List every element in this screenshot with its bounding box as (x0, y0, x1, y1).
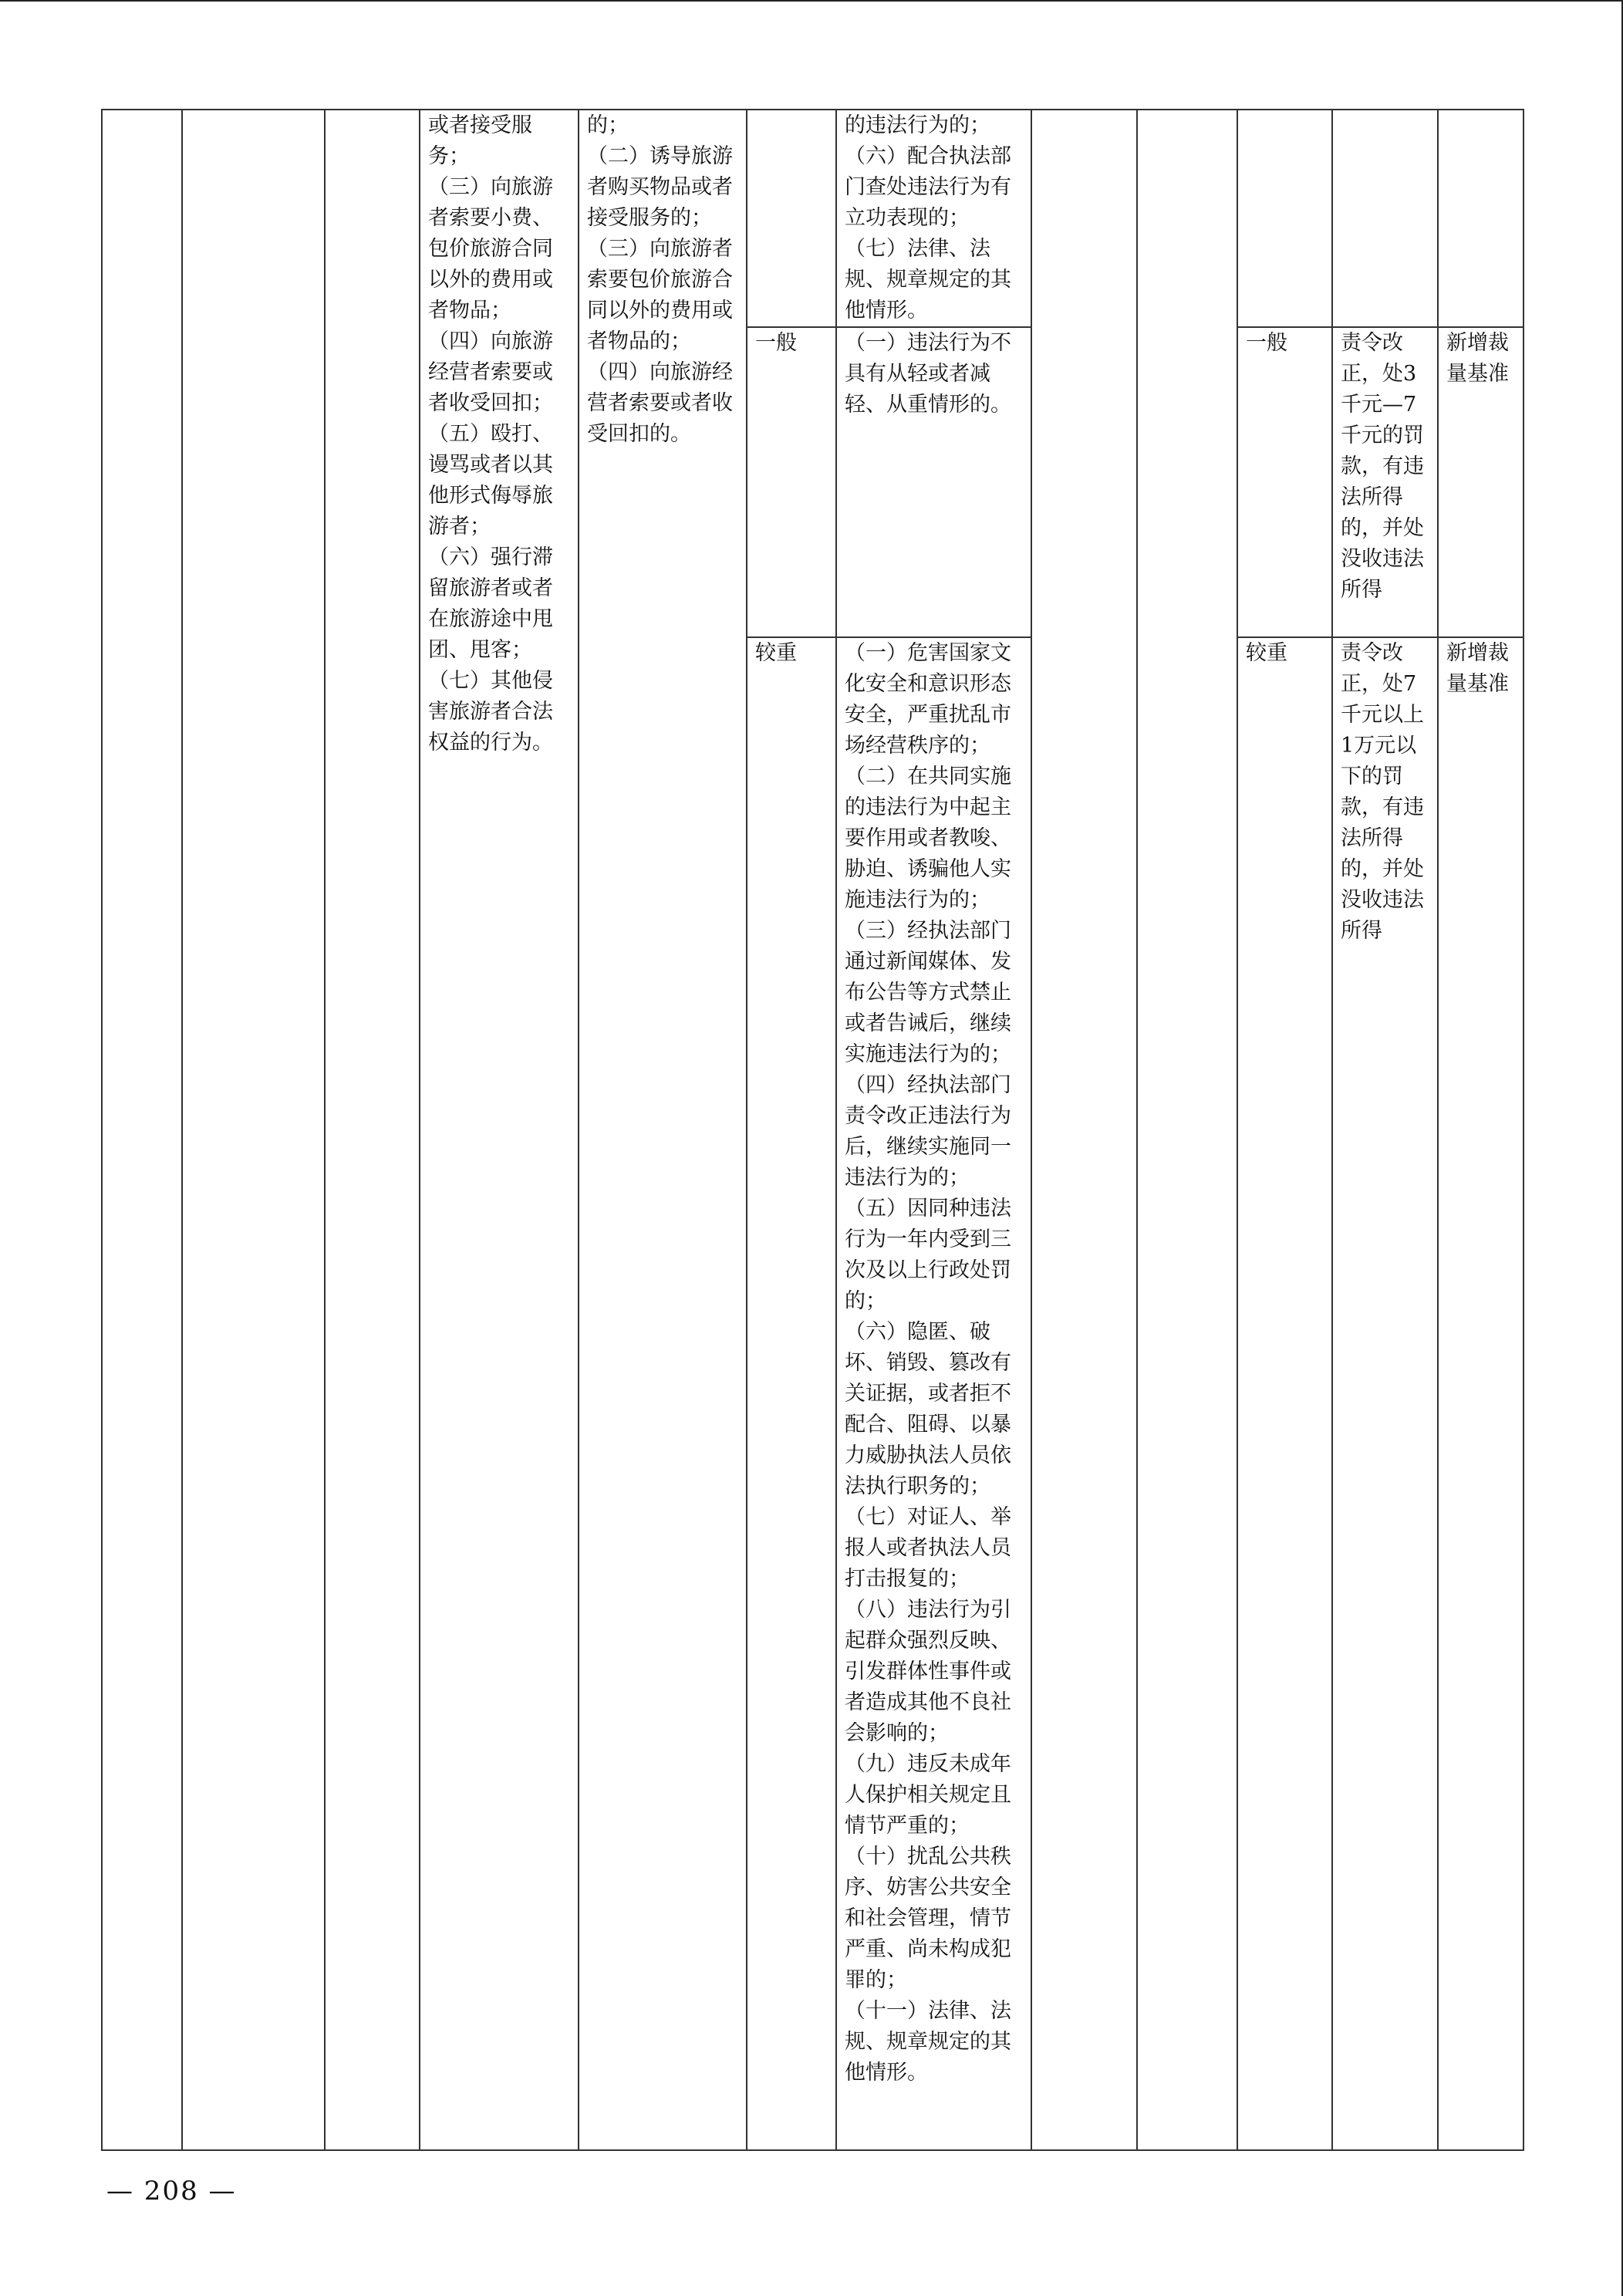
table-cell-col2 (182, 110, 325, 2150)
penalty-cell-general: 责令改正，处3千元—7千元的罚款，有违法所得的，并处没收违法所得 (1332, 327, 1438, 637)
level-cell-mitigated-2 (1237, 110, 1332, 327)
page-top-edge (0, 0, 1623, 2)
table-cell-col8 (1031, 110, 1137, 2150)
penalty-cell-mitigated (1332, 110, 1438, 327)
penalty-cell-serious: 责令改正，处7千元以上1万元以下的罚款，有违法所得的，并处没收违法所得 (1332, 637, 1438, 2150)
table-cell-col9 (1137, 110, 1237, 2150)
level-cell-mitigated (747, 110, 836, 327)
table-cell-col1 (102, 110, 182, 2150)
note-cell-serious: 新增裁量基准 (1438, 637, 1523, 2150)
violation-conduct-cell: 的； （二）诱导旅游者购买物品或者接受服务的； （三）向旅游者索要包价旅游合同以外的费用或者物品的； （四）向旅游经营者索要或者收受回扣的。 (579, 110, 747, 2150)
level-cell-serious-2: 较重 (1237, 637, 1332, 2150)
circumstances-cell-serious: （一）危害国家文化安全和意识形态安全，严重扰乱市场经营秩序的； （二）在共同实施的违法行为中起主要作用或者教唆、胁迫、诱骗他人实施违法行为的； （三）经执法部门通过新闻媒体、发布公告等方式禁止或者告诫后，继续实施违法行为的； （四）经执法部门责令改正违法行为后，继续实施同一违法行为的； （五）因同种违法行为一年内受到三次及以上行政处罚的； （六）隐匿、破坏、销毁、篡改有关证据，或者拒不配合、阻碍、以暴力威胁执法人员依法执行职务的； （七）对证人、举报人或者执法人员打击报复的； （八）违法行为引起群众强烈反映、引发群体性事件或者造成其他不良社会影响的； （九）违反未成年人保护相关规定且情节严重的； （十）扰乱公共秩序、妨害公共安全和社会管理，情节严重、尚未构成犯罪的； （十一）法律、法规、规章规定的其他情形。 (836, 637, 1031, 2150)
circumstances-cell-mitigated: 的违法行为的； （六）配合执法部门查处违法行为有立功表现的； （七）法律、法规、规章规定的其他情形。 (836, 110, 1031, 327)
note-cell-general: 新增裁量基准 (1438, 327, 1523, 637)
table-row (102, 110, 1523, 327)
note-cell-mitigated (1438, 110, 1523, 327)
discretion-standard-table (101, 109, 1524, 2151)
level-cell-general: 一般 (747, 327, 836, 637)
circumstances-cell-general: （一）违法行为不具有从轻或者减轻、从重情形的。 (836, 327, 1031, 637)
table-cell-col3 (325, 110, 420, 2150)
page-number: — 208 — (106, 2176, 237, 2207)
prohibited-behaviors-cell: 或者接受服务； （三）向旅游者索要小费、包价旅游合同以外的费用或者物品； （四）向旅游经营者索要或者收受回扣； （五）殴打、谩骂或者以其他形式侮辱旅游者； （六）强行滞留旅游者或者在旅游途中甩团、甩客； （七）其他侵害旅游者合法权益的行为。 (420, 110, 579, 2150)
level-cell-serious: 较重 (747, 637, 836, 2150)
level-cell-general-2: 一般 (1237, 327, 1332, 637)
